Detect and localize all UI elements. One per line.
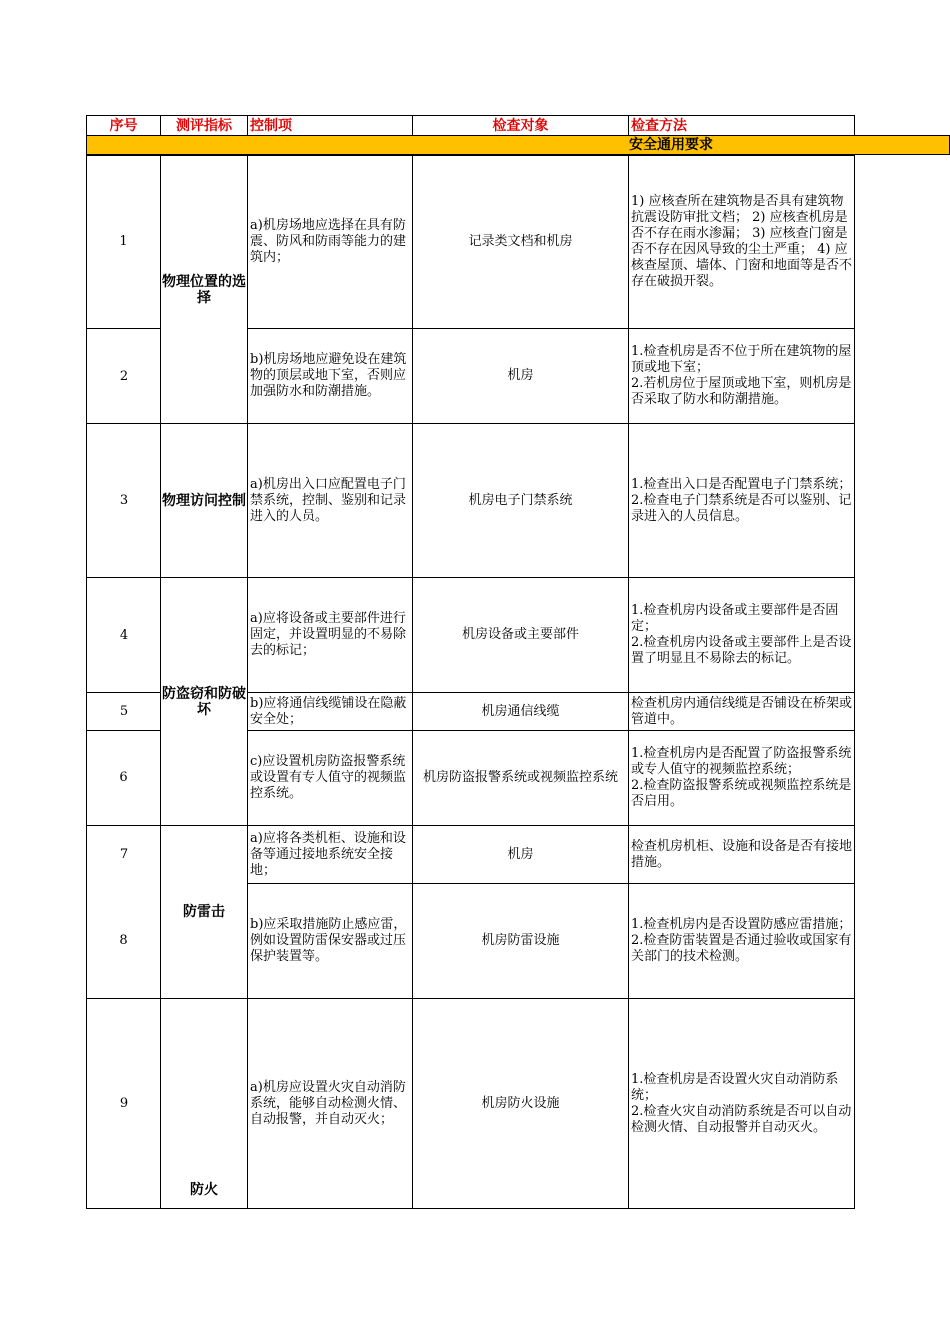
indicator-access: 物理访问控制 — [160, 423, 248, 578]
row-3-no: 3 — [86, 423, 161, 578]
row-3-method: 1.检查出入口是否配置电子门禁系统； 2.检查电子门禁系统是否可以鉴别、记录进入的人员信息。 — [628, 423, 855, 578]
row-1-control: a)机房场地应选择在具有防震、防风和防雨等能力的建筑内； — [247, 155, 413, 329]
row-9-no: 9 — [86, 998, 161, 1209]
row-4-control: a)应将设备或主要部件进行固定，并设置明显的不易除去的标记； — [247, 577, 413, 693]
row-9-method: 1.检查机房是否设置火灾自动消防系统； 2.检查火灾自动消防系统是否可以自动检测火情、自动报警并自动灭火。 — [628, 998, 855, 1209]
row-9-object: 机房防火设施 — [412, 998, 629, 1209]
indicator-lightning: 防雷击 — [160, 825, 248, 999]
row-8-object: 机房防雷设施 — [412, 883, 629, 999]
indicator-location: 物理位置的选择 — [160, 155, 248, 424]
row-2-object: 机房 — [412, 328, 629, 424]
row-8-control: b)应采取措施防止感应雷，例如设置防雷保安器或过压保护装置等。 — [247, 883, 413, 999]
row-1-no: 1 — [119, 233, 128, 249]
row-7-object: 机房 — [412, 825, 629, 884]
header-no: 序号 — [86, 115, 161, 136]
row-1-method: 1) 应核查所在建筑物是否具有建筑物抗震设防审批文档； 2) 应核查机房是否不存在雨水渗漏； 3) 应核查门窗是否不存在因风导致的尘土严重； 4) 应核查屋顶、墙体、门窗和地面等是否不存在破损开裂。 — [628, 155, 855, 329]
row-5-method: 检查机房内通信线缆是否铺设在桥架或管道中。 — [628, 692, 855, 731]
header-indicator: 测评指标 — [160, 115, 248, 136]
header-object: 检查对象 — [412, 115, 629, 136]
row-6-control: c)应设置机房防盗报警系统或设置有专人值守的视频监控系统。 — [247, 730, 413, 826]
row-4-method: 1.检查机房内设备或主要部件是否固定； 2.检查机房内设备或主要部件上是否设置了明显且不易除去的标记。 — [628, 577, 855, 693]
row-7-control: a)应将各类机柜、设施和设备等通过接地系统安全接地； — [247, 825, 413, 884]
row-5-no: 5 — [86, 692, 161, 731]
row-4-object: 机房设备或主要部件 — [412, 577, 629, 693]
row-1-object: 记录类文档和机房 — [412, 155, 629, 329]
header-method: 检查方法 — [628, 115, 855, 136]
section-band — [86, 135, 950, 155]
header-control: 控制项 — [247, 115, 413, 136]
row-7-method: 检查机房机柜、设施和设备是否有接地措施。 — [628, 825, 855, 884]
row-4-no: 4 — [86, 577, 161, 693]
row-6-object: 机房防盗报警系统或视频监控系统 — [412, 730, 629, 826]
row-6-no: 6 — [119, 770, 128, 785]
row-7-no: 7 — [86, 825, 161, 884]
indicator-fire: 防火 — [160, 998, 248, 1209]
indicator-theft: 防盗窃和防破坏 — [160, 577, 248, 826]
row-8-method: 1.检查机房内是否设置防感应雷措施； 2.检查防雷装置是否通过验收或国家有关部门的技术检测。 — [628, 883, 855, 999]
row-3-object: 机房电子门禁系统 — [412, 423, 629, 578]
row-3-control: a)机房出入口应配置电子门禁系统，控制、鉴别和记录进入的人员。 — [247, 423, 413, 578]
row-5-control: b)应将通信线缆铺设在隐蔽安全处； — [247, 692, 413, 731]
row-2-control: b)机房场地应避免设在建筑物的顶层或地下室，否则应加强防水和防潮措施。 — [247, 328, 413, 424]
row-6-method: 1.检查机房内是否配置了防盗报警系统或专人值守的视频监控系统； 2.检查防盗报警系统或视频监控系统是否启用。 — [628, 730, 855, 826]
row-8-no: 8 — [119, 933, 128, 948]
row-5-object: 机房通信线缆 — [412, 692, 629, 731]
row-9-control: a)机房应设置火灾自动消防系统，能够自动检测火情、自动报警，并自动灭火； — [247, 998, 413, 1209]
section-title: 安全通用要求 — [629, 137, 713, 153]
row-2-no: 2 — [86, 328, 161, 424]
row-2-method: 1.检查机房是否不位于所在建筑物的屋顶或地下室； 2.若机房位于屋顶或地下室，则机房是否采取了防水和防潮措施。 — [628, 328, 855, 424]
